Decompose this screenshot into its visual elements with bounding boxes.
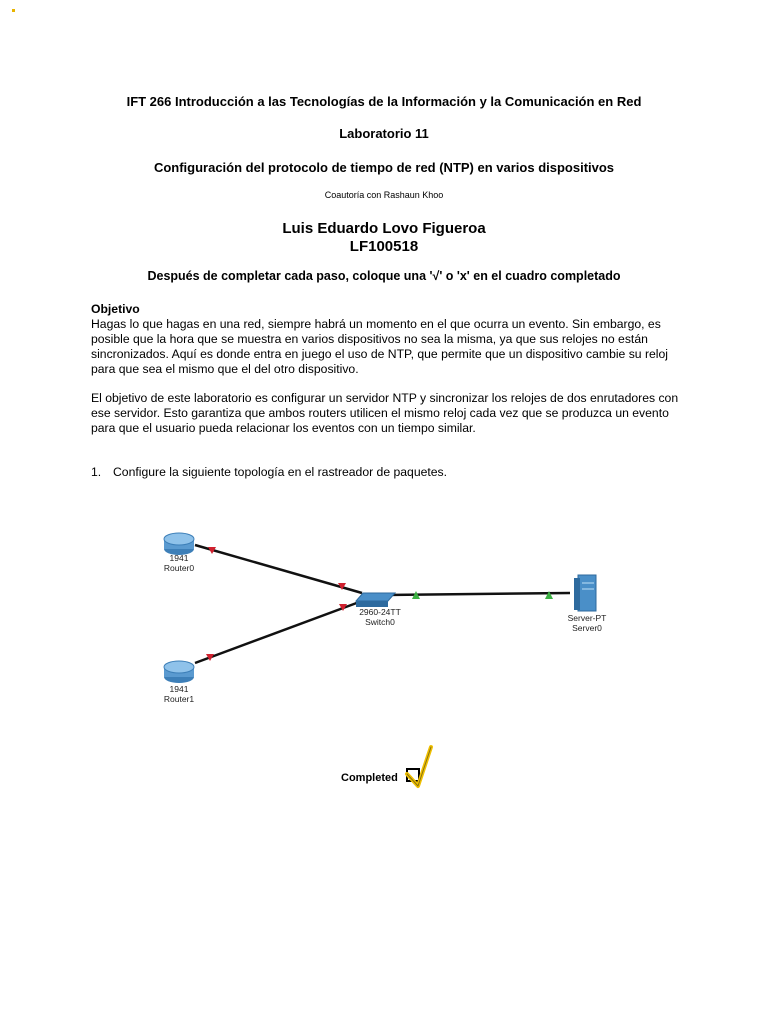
coauthor-note: Coautoría con Rashaun Khoo xyxy=(324,190,444,200)
router0-icon xyxy=(164,533,194,555)
router0-name-label: Router0 xyxy=(163,563,195,573)
objective-paragraph-2: El objetivo de este laboratorio es configurar un servidor NTP y sincronizar los relojes de dos enrutadores con ese servidor. Esto garantiza que ambos routers utilicen el mismo reloj cada vez que se produzca un evento para que el usuario pueda relacionar los eventos con un tiempo similar. xyxy=(91,391,679,435)
step-number: 1. xyxy=(91,465,102,479)
router1-icon xyxy=(164,661,194,683)
switch0-name-label: Switch0 xyxy=(365,617,395,627)
server0-model-label: Server-PT xyxy=(567,613,607,623)
switch0-icon xyxy=(356,593,395,607)
author-id: LF100518 xyxy=(349,238,419,255)
step-text: Configure la siguiente topología en el rastreador de paquetes. xyxy=(113,465,448,479)
corner-mark xyxy=(12,9,15,12)
switch0-model-label: 2960-24TT xyxy=(359,607,401,617)
lab-subtitle: Configuración del protocolo de tiempo de red (NTP) en varios dispositivos xyxy=(153,160,615,175)
author-name: Luis Eduardo Lovo Figueroa xyxy=(282,220,486,237)
checkmark-icon xyxy=(404,744,436,792)
instruction-text: Después de completar cada paso, coloque una '√' o 'x' en el cuadro completado xyxy=(147,269,621,283)
objective-heading: Objetivo xyxy=(91,302,140,316)
router1-model-label: 1941 xyxy=(169,684,189,694)
link-router0-switch0 xyxy=(195,545,362,593)
server0-icon xyxy=(574,575,596,611)
step-1 xyxy=(91,465,447,479)
lab-number: Laboratorio 11 xyxy=(339,126,429,141)
router1-name-label: Router1 xyxy=(163,694,195,704)
completed-label: Completed xyxy=(341,772,398,784)
link-router1-switch0 xyxy=(195,601,362,663)
link-switch0-server0 xyxy=(385,593,570,595)
network-topology-diagram xyxy=(150,553,620,715)
objective-paragraph-1: Hagas lo que hagas en una red, siempre habrá un momento en el que ocurra un evento. Sin embargo, es posible que la hora que se muestra en varios dispositivos no sea la misma, ya que sus relojes no están sincronizados. Aquí es donde entra en juego el uso de NTP, que permite que un dispositivo cambie su reloj para que sea el mismo que el del otro dispositivo. xyxy=(91,317,669,376)
router0-model-label: 1941 xyxy=(169,553,189,563)
document-title: IFT 266 Introducción a las Tecnologías de la Información y la Comunicación en Red xyxy=(126,94,642,109)
server0-name-label: Server0 xyxy=(572,623,602,633)
